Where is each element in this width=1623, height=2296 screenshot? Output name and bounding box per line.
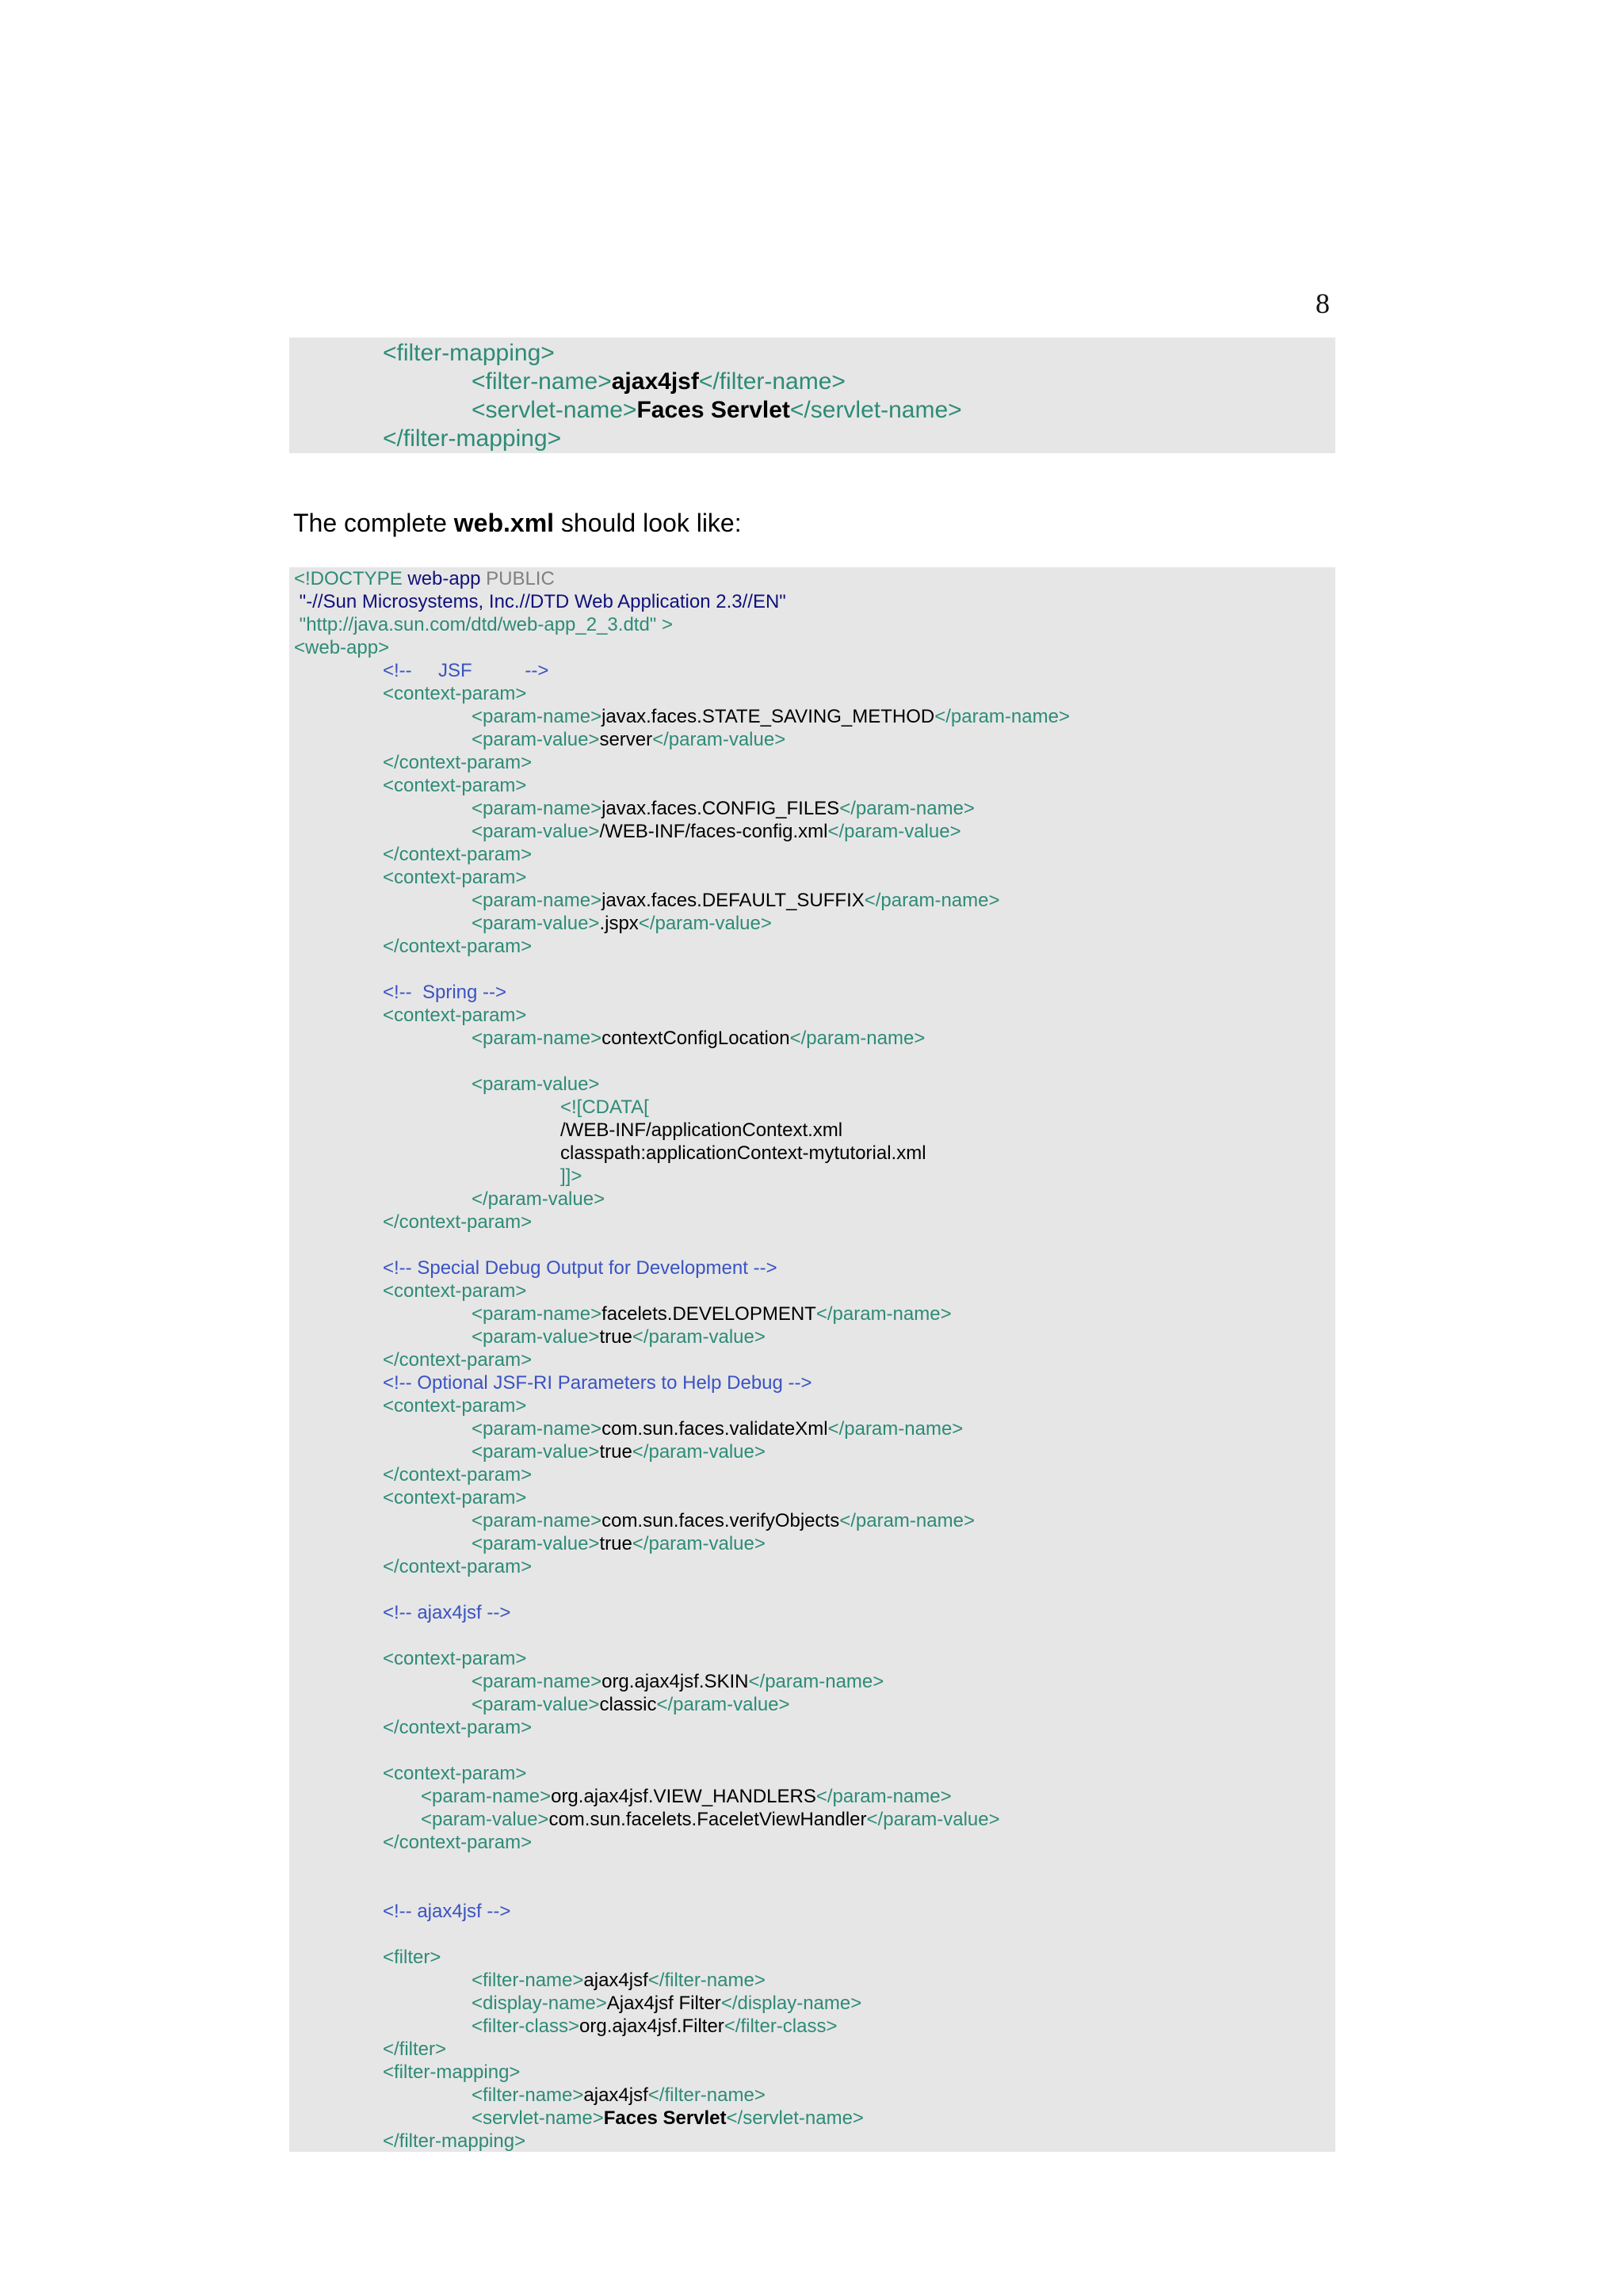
code-tag: </context-param> — [383, 1464, 533, 1486]
code-tag: <param-name> — [472, 1510, 602, 1531]
code-tag: <filter-mapping> — [383, 340, 555, 366]
code-value: facelets.DEVELOPMENT — [601, 1303, 816, 1325]
code-value: web-app — [407, 568, 481, 589]
code-line — [289, 636, 1335, 659]
code-line — [289, 1831, 1335, 1854]
code-tag: </context-param> — [383, 844, 533, 865]
code-line — [289, 1693, 1335, 1716]
code-tag: <param-value> — [472, 729, 600, 750]
code-comment: <!-- Optional JSF-RI Parameters to Help Debug --> — [383, 1372, 812, 1394]
code-value: <![CDATA[ — [560, 1097, 649, 1118]
code-tag: <display-name> — [472, 1993, 607, 2014]
page-number: 8 — [1316, 288, 1330, 319]
code-tag: </filter-mapping> — [383, 425, 562, 452]
code-value: ajax4jsf — [583, 1970, 648, 1991]
code-line — [289, 843, 1335, 866]
code-line — [289, 613, 1335, 636]
code-tag: </filter-name> — [647, 2084, 766, 2106]
code-line — [289, 1969, 1335, 1992]
code-tag: </context-param> — [383, 1717, 533, 1738]
code-value: Faces Servlet — [603, 2107, 727, 2129]
code-line — [289, 981, 1335, 1004]
code-line — [289, 774, 1335, 797]
code-tag: </param-name> — [839, 1510, 975, 1531]
code-line — [289, 705, 1335, 728]
code-line — [289, 2107, 1335, 2130]
code-line — [289, 2038, 1335, 2061]
code-tag: </filter-class> — [724, 2016, 838, 2037]
code-line — [289, 339, 1335, 368]
code-line — [289, 820, 1335, 843]
code-tag: <param-value> — [472, 1326, 600, 1348]
code-tag: </param-name> — [789, 1028, 926, 1049]
code-value: "-//Sun Microsystems, Inc.//DTD Web Application 2.3//EN" — [294, 591, 786, 612]
code-value: .jspx — [599, 913, 639, 934]
code-tag: <param-value> — [472, 1694, 600, 1715]
intro-text: The complete — [293, 509, 454, 537]
code-tag: <filter-class> — [472, 2016, 580, 2037]
code-value: ajax4jsf — [611, 368, 699, 395]
code-line — [289, 1211, 1335, 1234]
code-line — [289, 1188, 1335, 1211]
code-line — [289, 1762, 1335, 1785]
filter-mapping-snippet — [289, 338, 1335, 453]
code-tag: <param-name> — [421, 1786, 552, 1807]
code-tag: <param-name> — [472, 1303, 602, 1325]
code-line — [289, 1394, 1335, 1417]
code-value: javax.faces.DEFAULT_SUFFIX — [601, 890, 865, 911]
code-line — [289, 866, 1335, 889]
code-line — [289, 2130, 1335, 2153]
code-tag: <param-value> — [472, 821, 600, 842]
code-line — [289, 1440, 1335, 1463]
code-tag: </param-value> — [632, 1441, 766, 1463]
code-tag: </param-name> — [748, 1671, 884, 1692]
code-tag: <servlet-name> — [472, 397, 637, 423]
code-value: server — [599, 729, 653, 750]
code-comment: <!-- Special Debug Output for Development --> — [383, 1257, 777, 1279]
code-value: org.ajax4jsf.SKIN — [601, 1671, 749, 1692]
code-tag: </param-value> — [632, 1326, 766, 1348]
code-tag: </param-value> — [866, 1809, 1000, 1830]
code-tag: <param-name> — [472, 1028, 602, 1049]
code-line — [289, 1280, 1335, 1302]
code-tag: <context-param> — [383, 1648, 527, 1669]
code-line — [289, 1601, 1335, 1624]
filename: web.xml — [453, 509, 555, 537]
code-tag: <param-value> — [421, 1809, 549, 1830]
code-tag: </filter-name> — [698, 368, 846, 395]
code-line — [289, 1257, 1335, 1280]
code-line — [289, 1371, 1335, 1394]
code-value: org.ajax4jsf.VIEW_HANDLERS — [551, 1786, 816, 1807]
code-tag: </param-name> — [815, 1786, 952, 1807]
code-line — [289, 1555, 1335, 1578]
code-line — [289, 590, 1335, 613]
code-tag: <filter-mapping> — [383, 2061, 521, 2083]
code-line — [289, 1234, 1335, 1257]
code-tag: <param-value> — [472, 1441, 600, 1463]
code-tag: <filter-name> — [472, 2084, 584, 2106]
code-tag: </filter-mapping> — [383, 2130, 526, 2152]
code-tag: </context-param> — [383, 936, 533, 957]
code-value: com.sun.facelets.FaceletViewHandler — [548, 1809, 867, 1830]
code-tag: <param-name> — [472, 890, 602, 911]
code-tag: </param-value> — [632, 1533, 766, 1554]
code-line — [289, 1578, 1335, 1601]
code-line — [289, 659, 1335, 682]
code-line — [289, 1785, 1335, 1808]
code-tag: <context-param> — [383, 1395, 527, 1417]
code-value: org.ajax4jsf.Filter — [579, 2016, 724, 2037]
code-tag: <context-param> — [383, 867, 527, 888]
code-line — [289, 1050, 1335, 1073]
code-line — [289, 1509, 1335, 1532]
code-line — [289, 1073, 1335, 1096]
code-tag: <context-param> — [383, 683, 527, 704]
code-tag: <!DOCTYPE — [294, 568, 408, 589]
code-tag: </context-param> — [383, 752, 533, 773]
intro-text-tail: should look like: — [554, 509, 742, 537]
code-value: com.sun.faces.validateXml — [601, 1418, 828, 1440]
code-tag: <context-param> — [383, 1763, 527, 1784]
code-tag: <context-param> — [383, 1487, 527, 1508]
code-tag: </param-name> — [827, 1418, 964, 1440]
code-value: Ajax4jsf Filter — [606, 1993, 721, 2014]
code-tag: </param-name> — [864, 890, 1000, 911]
code-line — [289, 1417, 1335, 1440]
code-value: true — [599, 1533, 632, 1554]
code-line — [289, 1096, 1335, 1119]
code-comment: <!-- JSF --> — [383, 660, 549, 681]
code-line — [289, 1854, 1335, 1877]
code-line — [289, 396, 1335, 425]
code-line — [289, 1647, 1335, 1670]
code-line — [289, 682, 1335, 705]
code-line — [289, 1486, 1335, 1509]
code-line — [289, 1119, 1335, 1142]
code-line — [289, 1946, 1335, 1969]
code-tag: <param-name> — [472, 798, 602, 819]
code-line — [289, 1877, 1335, 1900]
code-comment: <!-- ajax4jsf --> — [383, 1901, 511, 1922]
code-value: ]]> — [560, 1165, 582, 1187]
code-tag: <filter> — [383, 1947, 441, 1968]
code-tag: </param-name> — [934, 706, 1070, 727]
code-tag: </servlet-name> — [726, 2107, 864, 2129]
code-line — [289, 1302, 1335, 1325]
code-value: javax.faces.STATE_SAVING_METHOD — [601, 706, 935, 727]
code-tag: </context-param> — [383, 1349, 533, 1371]
code-tag: <param-value> — [472, 1074, 600, 1095]
code-line — [289, 797, 1335, 820]
code-value: true — [599, 1441, 632, 1463]
code-line — [289, 425, 1335, 453]
code-tag: </filter> — [383, 2039, 447, 2060]
code-tag: <param-name> — [472, 706, 602, 727]
code-line — [289, 1900, 1335, 1923]
web-xml-listing — [289, 567, 1335, 2152]
code-line — [289, 1808, 1335, 1831]
code-line — [289, 2084, 1335, 2107]
code-value: classpath:applicationContext-mytutorial.xml — [560, 1142, 926, 1164]
code-line — [289, 2015, 1335, 2038]
code-line — [289, 1142, 1335, 1165]
code-value: /WEB-INF/applicationContext.xml — [560, 1119, 843, 1141]
code-line — [289, 1325, 1335, 1348]
code-tag: <web-app> — [294, 637, 390, 658]
code-line — [289, 751, 1335, 774]
code-tag: <filter-name> — [472, 1970, 584, 1991]
code-line — [289, 912, 1335, 935]
code-line — [289, 935, 1335, 958]
code-tag: </context-param> — [383, 1832, 533, 1853]
code-line — [289, 1716, 1335, 1739]
code-line — [289, 1532, 1335, 1555]
code-tag: </param-value> — [827, 821, 961, 842]
code-line — [289, 1004, 1335, 1027]
code-tag: </servlet-name> — [789, 397, 962, 423]
code-value: contextConfigLocation — [601, 1028, 790, 1049]
code-tag: <context-param> — [383, 1280, 527, 1302]
code-line — [289, 1165, 1335, 1188]
code-tag: </filter-name> — [647, 1970, 766, 1991]
code-tag: </param-value> — [638, 913, 772, 934]
code-line — [289, 567, 1335, 590]
code-tag: <filter-name> — [472, 368, 612, 395]
code-value: PUBLIC — [480, 568, 555, 589]
code-tag: </display-name> — [720, 1993, 862, 2014]
code-tag: </context-param> — [383, 1211, 533, 1233]
code-value: "http://java.sun.com/dtd/web-app_2_3.dtd" > — [294, 614, 674, 635]
code-value: ajax4jsf — [583, 2084, 648, 2106]
code-tag: <context-param> — [383, 1005, 527, 1026]
code-tag: </param-value> — [652, 729, 786, 750]
code-value: /WEB-INF/faces-config.xml — [599, 821, 828, 842]
code-tag: <context-param> — [383, 775, 527, 796]
code-line — [289, 1624, 1335, 1647]
code-tag: <param-value> — [472, 913, 600, 934]
code-line — [289, 2061, 1335, 2084]
code-comment: <!-- ajax4jsf --> — [383, 1602, 511, 1623]
code-value: Faces Servlet — [636, 397, 790, 423]
code-comment: <!-- Spring --> — [383, 982, 507, 1003]
code-tag: <param-name> — [472, 1418, 602, 1440]
code-tag: </context-param> — [383, 1556, 533, 1577]
code-tag: </param-name> — [815, 1303, 952, 1325]
code-value: classic — [599, 1694, 657, 1715]
code-line — [289, 958, 1335, 981]
code-line — [289, 368, 1335, 396]
code-line — [289, 889, 1335, 912]
code-tag: </param-name> — [839, 798, 975, 819]
code-line — [289, 1992, 1335, 2015]
code-line — [289, 1027, 1335, 1050]
code-line — [289, 1739, 1335, 1762]
code-line — [289, 1923, 1335, 1946]
intro-sentence — [293, 509, 742, 538]
code-tag: </param-value> — [656, 1694, 790, 1715]
code-tag: <param-value> — [472, 1533, 600, 1554]
code-line — [289, 1463, 1335, 1486]
code-tag: <param-name> — [472, 1671, 602, 1692]
code-line — [289, 728, 1335, 751]
code-value: javax.faces.CONFIG_FILES — [601, 798, 840, 819]
code-value: true — [599, 1326, 632, 1348]
code-line — [289, 1670, 1335, 1693]
code-tag: </param-value> — [472, 1188, 605, 1210]
code-tag: <servlet-name> — [472, 2107, 604, 2129]
code-value: com.sun.faces.verifyObjects — [601, 1510, 840, 1531]
code-line — [289, 1348, 1335, 1371]
